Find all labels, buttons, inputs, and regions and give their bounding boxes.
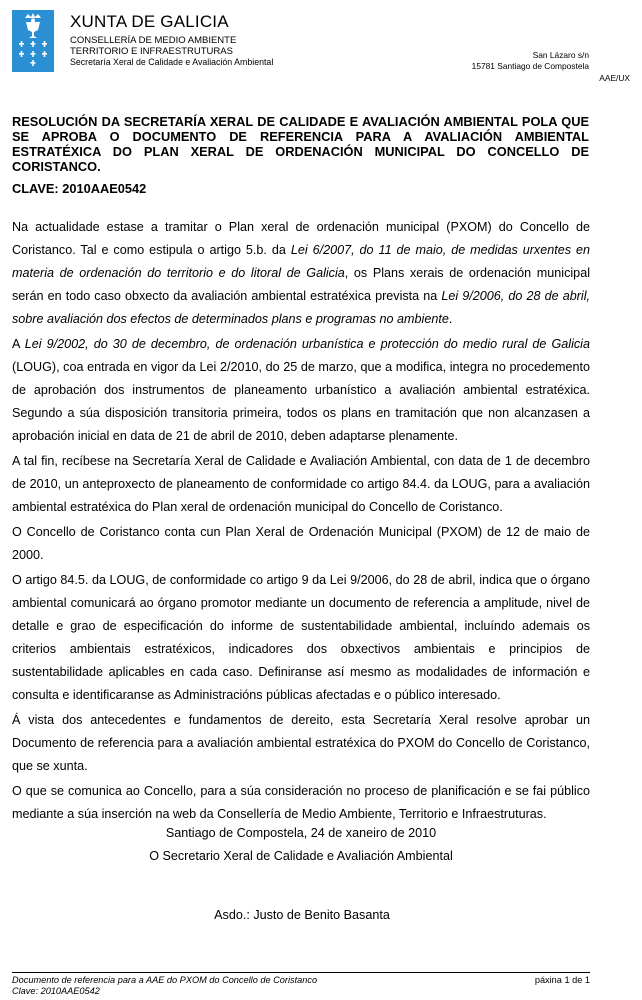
- org-name: XUNTA DE GALICIA: [70, 12, 229, 31]
- paragraph: [12, 333, 590, 448]
- org-line-1: CONSELLERÍA DE MEDIO AMBIENTE: [70, 35, 237, 46]
- document-title: RESOLUCIÓN DA SECRETARÍA XERAL DE CALIDADE E AVALIACIÓN AMBIENTAL POLA QUE SE APROBA O DOCUMENTO DE REFERENCIA PARA A AVALIACIÓN AMBIENTAL ESTRATÉXICA DO PLAN XERAL DE ORDENACIÓN MUNICIPAL DO CONCELLO DE CORISTANCO.: [12, 114, 589, 174]
- document-body: [12, 216, 590, 828]
- paragraph-text: .: [448, 312, 453, 326]
- paragraph-text: (LOUG), coa entrada en vigor da Lei 2/2010, do 25 de marzo, que a modifica, integra no procedemento de aprobación dos instrumentos de planeamento urbanístico a avaliación ambiental estratéxica. Segundo a súa disposición transitoria primeira, todos os plans en tramitación que non alcanzasen a aprobación inicial en data de 21 de abril de 2010, deben adaptarse plenamente.: [12, 360, 590, 443]
- paragraph: A tal fin, recíbese na Secretaría Xeral de Calidade e Avaliación Ambiental, con data de 1 de decembro de 2010, un anteproxecto de planeamento de conformidade co artigo 84.4. da LOUG, para a avaliación ambiental estratéxica do Plan xeral de ordenación municipal do Concello de Coristanco.: [12, 454, 590, 514]
- paragraph: O que se comunica ao Concello, para a súa consideración no proceso de planificación e se fai público mediante a súa inserción na web da Consellería de Medio Ambiente, Territorio e Infraestruturas.: [12, 784, 590, 821]
- footer-divider: [12, 972, 590, 973]
- footer-key: Clave: 2010AAE0542: [12, 986, 100, 996]
- org-line-3: Secretaría Xeral de Calidade e Avaliación Ambiental: [70, 57, 274, 67]
- law-citation: Lei 9/2002, do 30 de decembro, de ordenación urbanística e protección do medio rural de Galicia: [24, 337, 590, 351]
- signer-name: Asdo.: Justo de Benito Basanta: [214, 908, 390, 922]
- address-line-2: 15781 Santiago de Compostela: [471, 61, 589, 71]
- address: [472, 50, 589, 72]
- paragraph-text: Na actualidade estase a tramitar o Plan xeral de ordenación municipal (PXOM) do Concello de Coristanco. Tal e como estipula o artigo 5.b. da: [12, 220, 590, 257]
- org-line-2: TERRITORIO E INFRAESTRUTURAS: [70, 46, 233, 57]
- signer-role: O Secretario Xeral de Calidade e Avaliación Ambiental: [149, 849, 453, 863]
- footer-document: Documento de referencia para a AAE do PXOM do Concello de Coristanco: [12, 975, 318, 985]
- galicia-coat-of-arms-icon: [12, 10, 54, 72]
- footer-info: [12, 975, 317, 997]
- place-date: Santiago de Compostela, 24 de xaneiro de 2010: [165, 826, 437, 840]
- paragraph: Á vista dos antecedentes e fundamentos de dereito, esta Secretaría Xeral resolve aprobar un Documento de referencia para a avaliación ambiental estratéxica do PXOM do Concello de Coristanco, que se xunta.: [12, 713, 590, 773]
- paragraph: O Concello de Coristanco conta cun Plan Xeral de Ordenación Municipal (PXOM) de 12 de maio de 2000.: [12, 525, 590, 562]
- paragraph: [12, 216, 590, 331]
- law-citation: Lei 9/2006, do 28 de abril, sobre avaliación dos efectos de determinados plans e programas no ambiente: [12, 289, 591, 326]
- page-number: páxina 1 de 1: [534, 975, 590, 985]
- document-key: CLAVE: 2010AAE0542: [12, 181, 147, 196]
- document-reference: AAE/UX: [599, 73, 630, 83]
- address-line-1: San Lázaro s/n: [532, 50, 589, 60]
- paragraph-text: A: [12, 337, 25, 351]
- law-citation: Lei 6/2007, do 11 de maio, de medidas urxentes en materia de ordenación do territorio e do litoral de Galicia: [12, 243, 590, 280]
- org-department: [70, 35, 273, 68]
- paragraph: O artigo 84.5. da LOUG, de conformidade co artigo 9 da Lei 9/2006, do 28 de abril, indica que o órgano ambiental comunicará ao órgano promotor mediante un documento de referencia a amplitude, nivel de detalle e grao de especificación do informe de sustentabilidade ambiental, incluíndo ademais os criterios ambientais estratéxicos, indicadores dos obxectivos ambientais e principios de sustentabilidade aplicables en cada caso. Definiranse así mesmo as modalidades de información e consulta e identificaranse as Administracións públicas afectadas e o público interesado.: [12, 573, 590, 702]
- paragraph-text: , os Plans xerais de ordenación municipal serán en todo caso obxecto da avaliación ambiental estratéxica prevista na: [12, 266, 590, 303]
